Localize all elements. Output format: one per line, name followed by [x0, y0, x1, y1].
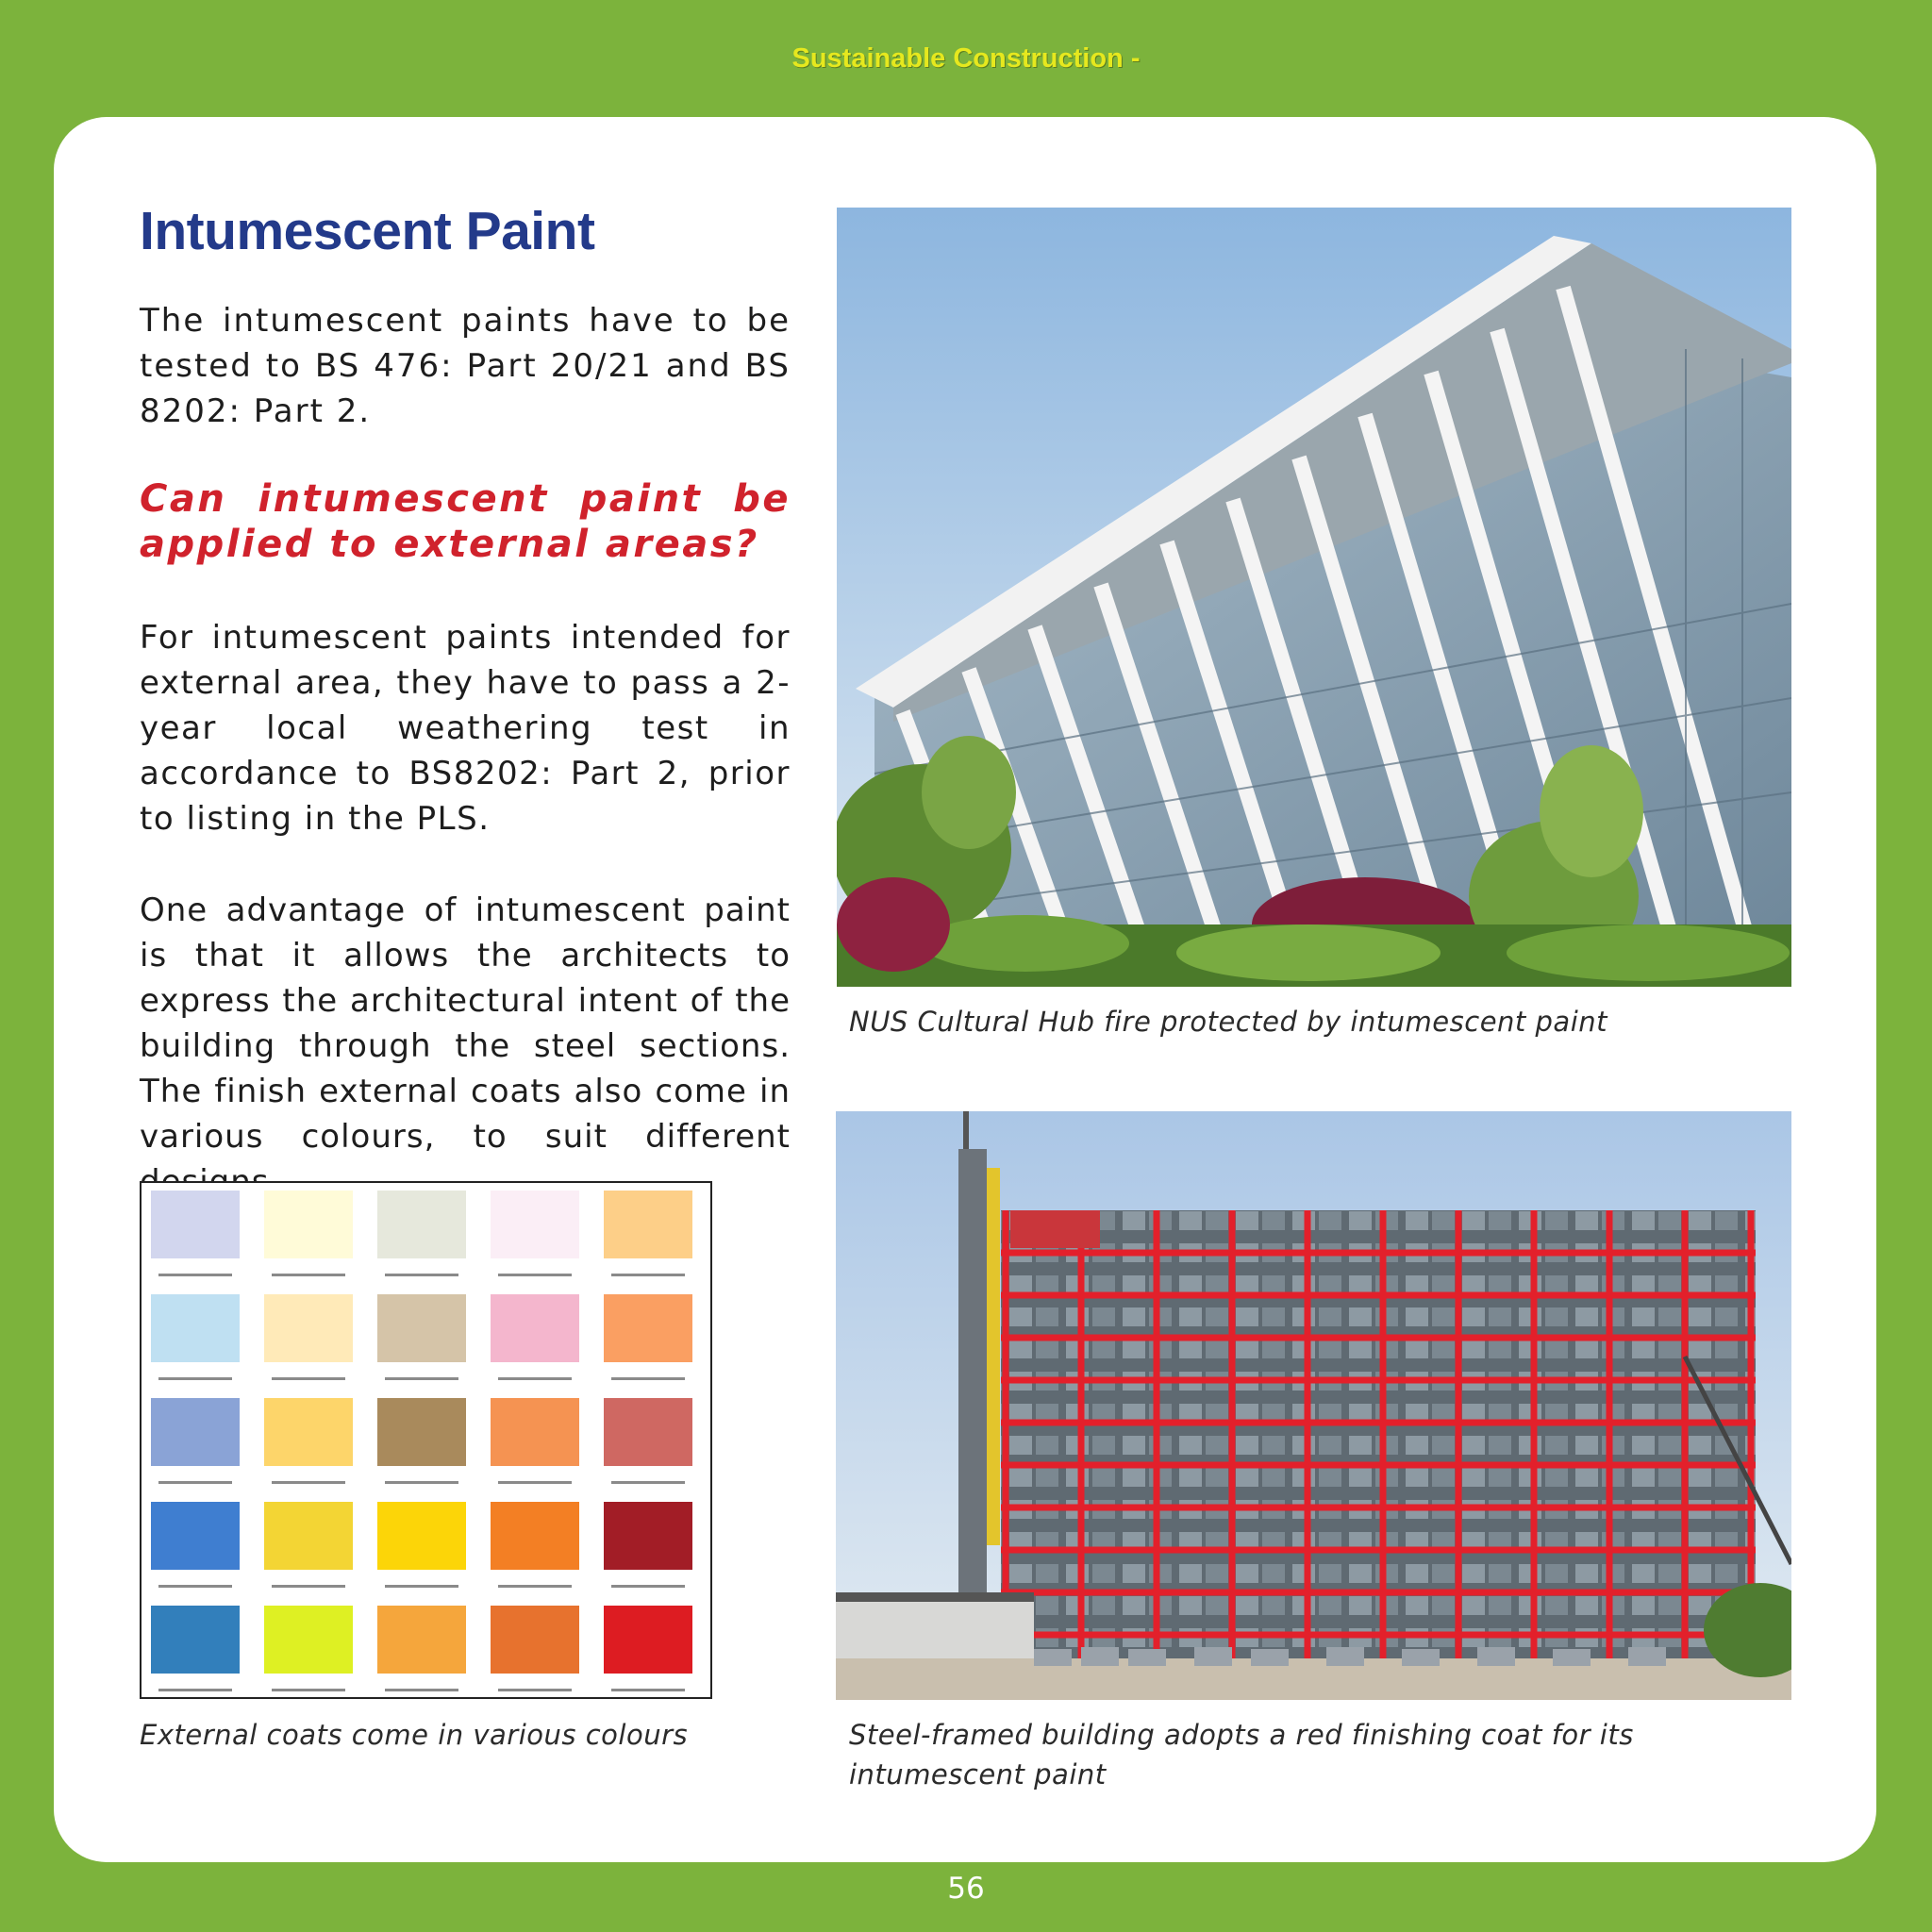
- swatch-label-mark: [272, 1377, 345, 1380]
- swatch-label-mark: [272, 1689, 345, 1691]
- swatch-label-mark: [611, 1377, 685, 1380]
- colour-swatch: [604, 1191, 692, 1258]
- colour-swatch: [377, 1502, 466, 1570]
- swatch-label-mark: [158, 1274, 232, 1276]
- colour-swatch: [491, 1606, 579, 1674]
- colour-swatch: [491, 1398, 579, 1466]
- colour-swatch: [151, 1398, 240, 1466]
- colour-swatch: [151, 1606, 240, 1674]
- swatch-label-mark: [385, 1377, 458, 1380]
- colour-swatch: [264, 1606, 353, 1674]
- colour-swatch: [264, 1502, 353, 1570]
- running-header: Sustainable Construction -: [791, 43, 1141, 74]
- colour-swatch: [604, 1606, 692, 1674]
- swatch-label-mark: [385, 1585, 458, 1588]
- page-number: 56: [947, 1872, 985, 1906]
- swatch-label-mark: [385, 1689, 458, 1691]
- swatch-label-mark: [158, 1377, 232, 1380]
- caption-cultural-hub: NUS Cultural Hub fire protected by intumescent paint: [849, 1006, 1608, 1038]
- colour-swatch: [151, 1294, 240, 1362]
- swatch-label-mark: [158, 1481, 232, 1484]
- swatch-label-mark: [611, 1585, 685, 1588]
- cultural-hub-illustration: [837, 208, 1791, 987]
- swatch-label-mark: [611, 1689, 685, 1691]
- swatch-label-mark: [158, 1689, 232, 1691]
- swatch-label-mark: [611, 1481, 685, 1484]
- steel-building-illustration: [836, 1111, 1791, 1700]
- swatch-label-mark: [498, 1689, 572, 1691]
- colour-swatch: [377, 1191, 466, 1258]
- colour-swatch: [264, 1191, 353, 1258]
- colour-swatch: [604, 1398, 692, 1466]
- swatch-label-mark: [611, 1274, 685, 1276]
- swatch-label-mark: [498, 1377, 572, 1380]
- swatch-label-mark: [272, 1274, 345, 1276]
- page-title: Intumescent Paint: [140, 201, 595, 261]
- colour-swatch: [151, 1191, 240, 1258]
- colour-swatch: [491, 1191, 579, 1258]
- colour-swatch: [377, 1606, 466, 1674]
- swatch-label-mark: [498, 1585, 572, 1588]
- swatch-label-mark: [498, 1274, 572, 1276]
- colour-swatch: [604, 1502, 692, 1570]
- swatch-label-mark: [272, 1585, 345, 1588]
- colour-swatch: [264, 1398, 353, 1466]
- colour-swatch: [377, 1294, 466, 1362]
- question-heading: Can intumescent paint be applied to external areas?: [140, 477, 791, 566]
- swatch-label-mark: [385, 1274, 458, 1276]
- paragraph-advantage: One advantage of intumescent paint is that it allows the architects to express the architectural intent of the building through the steel sections. The finish external coats also come in various colours, to suit different: [140, 891, 791, 1156]
- colour-swatch: [151, 1502, 240, 1570]
- swatch-grid: [142, 1183, 710, 1697]
- colour-swatch: [377, 1398, 466, 1466]
- swatch-label-mark: [498, 1481, 572, 1484]
- colour-swatch: [264, 1294, 353, 1362]
- swatch-label-mark: [272, 1481, 345, 1484]
- caption-steel-building: Steel-framed building adopts a red finishing coat for its intumescent paint: [849, 1719, 1634, 1790]
- paragraph-testing-standards: The intumescent paints have to be tested to BS 476: Part 20/21 and BS 8202: Part 2.: [140, 302, 791, 430]
- steel-building-photo: [836, 1111, 1791, 1700]
- caption-colours: External coats come in various colours: [140, 1719, 689, 1751]
- paragraph-external-areas: For intumescent paints intended for external area, they have to pass a 2-year local weathering test in accordance to BS8202: Part 2, prior to listing in the PLS.: [140, 619, 791, 838]
- colour-swatch: [604, 1294, 692, 1362]
- swatch-label-mark: [158, 1585, 232, 1588]
- colour-swatch: [491, 1294, 579, 1362]
- swatch-label-mark: [385, 1481, 458, 1484]
- colour-swatch: [491, 1502, 579, 1570]
- colour-swatch-chart: [140, 1181, 712, 1699]
- cultural-hub-photo: [837, 208, 1791, 987]
